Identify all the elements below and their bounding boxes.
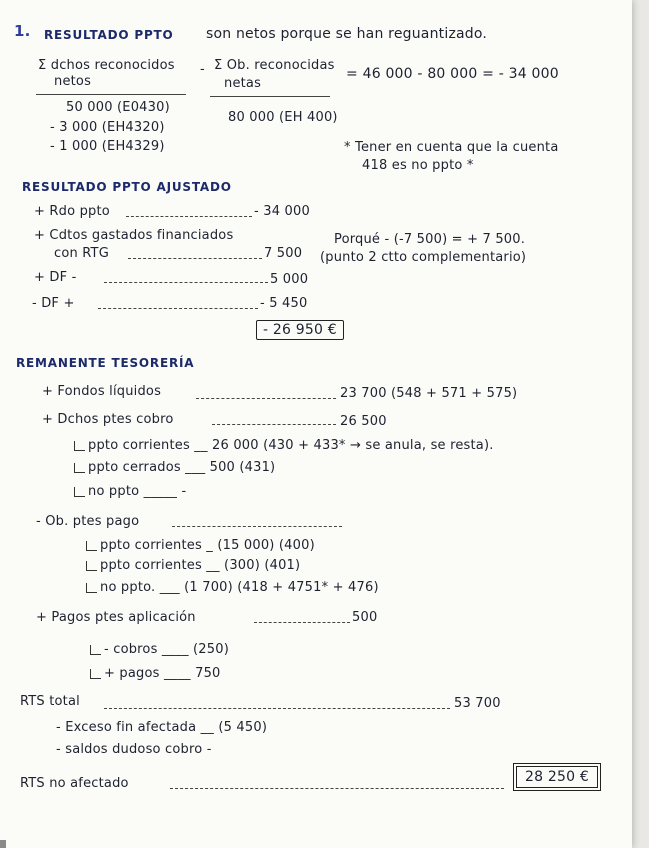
- rt-pagos-sub-2: + pagos ____ 750: [90, 666, 221, 681]
- leader-line: [128, 258, 262, 259]
- rt-pagos-value: 500: [352, 610, 378, 625]
- rt-dchos-value: 26 500: [340, 414, 387, 429]
- rt-ob-sub-2: ppto corrientes __ (300) (401): [86, 558, 300, 573]
- rt-ob-label: - Ob. ptes pago: [36, 514, 140, 529]
- ob-line-1: 80 000 (EH 400): [228, 110, 338, 125]
- note-netos: son netos porque se han reguantizado.: [206, 26, 488, 42]
- ajuste-row-3-value: 5 000: [270, 272, 309, 287]
- rt-ob-sub-3: no ppto. ___ (1 700) (418 + 4751* + 476): [86, 580, 379, 595]
- rts-no-afectado-value-boxed: 28 250 €: [516, 766, 598, 788]
- saldos-line: - saldos dudoso cobro -: [56, 742, 212, 757]
- frac2-bar: [210, 96, 330, 97]
- leader-line: [126, 216, 252, 217]
- section-title-resultado-ppto: RESULTADO PPTO: [44, 28, 174, 42]
- ajuste-row-2-label-2: con RTG: [54, 246, 109, 261]
- ajuste-total-boxed: - 26 950 €: [256, 320, 344, 340]
- dcho-line-2: - 3 000 (EH4320): [50, 120, 165, 135]
- dcho-line-3: - 1 000 (EH4329): [50, 139, 165, 154]
- frac1-bar: [36, 94, 186, 95]
- rts-total-value: 53 700: [454, 696, 501, 711]
- ajuste-row-4-label: - DF +: [32, 296, 75, 311]
- leader-line: [254, 622, 350, 623]
- rt-pagos-sub-1: - cobros ____ (250): [90, 642, 229, 657]
- rt-fondos-label: + Fondos líquidos: [42, 384, 162, 399]
- leader-line: [170, 788, 504, 789]
- rt-dchos-sub-2: ppto cerrados ___ 500 (431): [74, 460, 275, 475]
- rts-no-afectado-label: RTS no afectado: [20, 776, 129, 791]
- ajuste-row-3-label: + DF -: [34, 270, 77, 285]
- ajuste-row-1-value: - 34 000: [254, 204, 310, 219]
- dcho-line-1: 50 000 (E0430): [66, 100, 170, 115]
- frac1-numerator: Σ dchos reconocidos: [38, 58, 175, 73]
- section-number: 1.: [14, 22, 31, 40]
- equation-result: = 46 000 - 80 000 = - 34 000: [346, 66, 559, 82]
- rt-ob-sub-1: ppto corrientes _ (15 000) (400): [86, 538, 315, 553]
- ajuste-row-4-value: - 5 450: [260, 296, 308, 311]
- leader-line: [212, 424, 336, 425]
- page-edge-shadow: [0, 840, 6, 848]
- leader-line: [104, 282, 268, 283]
- rt-dchos-sub-3: no ppto _____ -: [74, 484, 186, 499]
- ajuste-row-2-note-2: (punto 2 ctto complementario): [320, 250, 527, 265]
- asterisk-note-line-2: 418 es no ppto *: [362, 158, 474, 173]
- section-title-resultado-ajustado: RESULTADO PPTO AJUSTADO: [22, 180, 232, 194]
- leader-line: [98, 308, 258, 309]
- rt-fondos-value: 23 700 (548 + 571 + 575): [340, 386, 518, 401]
- rts-total-label: RTS total: [20, 694, 80, 709]
- leader-line: [172, 526, 342, 527]
- frac2-numerator: Σ Ob. reconocidas: [214, 58, 335, 73]
- section-title-remanente: REMANENTE TESORERÍA: [16, 356, 195, 370]
- rt-dchos-label: + Dchos ptes cobro: [42, 412, 174, 427]
- rt-dchos-sub-1: ppto corrientes __ 26 000 (430 + 433* → se anula, se resta).: [74, 438, 494, 453]
- ajuste-row-1-label: + Rdo ppto: [34, 204, 110, 219]
- frac1-denominator: netos: [54, 74, 92, 89]
- minus-sign: -: [200, 62, 205, 77]
- frac2-denominator: netas: [224, 76, 262, 91]
- ajuste-row-2-value: 7 500: [264, 246, 303, 261]
- leader-line: [196, 398, 336, 399]
- ajuste-row-2-label: + Cdtos gastados financiados: [34, 228, 234, 243]
- ajuste-row-2-note-1: Porqué - (-7 500) = + 7 500.: [334, 232, 526, 247]
- exceso-line: - Exceso fin afectada __ (5 450): [56, 720, 268, 735]
- asterisk-note-line-1: * Tener en cuenta que la cuenta: [344, 140, 559, 155]
- leader-line: [104, 708, 450, 709]
- rt-pagos-label: + Pagos ptes aplicación: [36, 610, 196, 625]
